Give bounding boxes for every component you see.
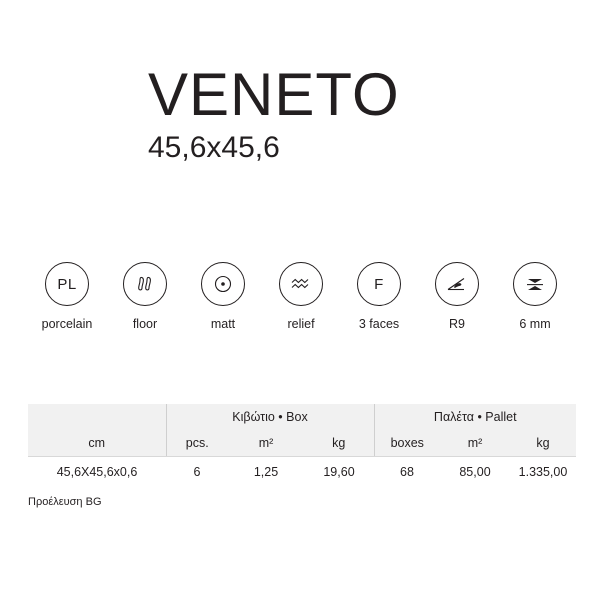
spec-table (28, 404, 576, 487)
header-box-m2: m² (228, 430, 304, 456)
cell-pallet-m2: 85,00 (440, 457, 510, 487)
cell-pallet-kg: 1.335,00 (510, 457, 576, 487)
wave-icon (279, 262, 323, 306)
header-cm: cm (28, 430, 166, 456)
spec-table-wrap (28, 404, 576, 508)
header-pallet-boxes: boxes (374, 430, 440, 456)
feature-thickness (496, 262, 574, 331)
cell-cm: 45,6X45,6x0,6 (28, 457, 166, 487)
porcelain-icon (45, 262, 89, 306)
group-header-box: Κιβώτιο • Box (166, 404, 374, 430)
feature-faces (340, 262, 418, 331)
page-title: VENETO (148, 61, 400, 128)
thickness-label: 6 mm (519, 317, 551, 331)
header-box-pcs: pcs. (166, 430, 228, 456)
feature-porcelain (28, 262, 106, 331)
cell-pallet-boxes: 68 (374, 457, 440, 487)
feature-icon-row (28, 262, 576, 331)
group-header-pallet: Παλέτα • Pallet (374, 404, 576, 430)
cell-box-pcs: 6 (166, 457, 228, 487)
floor-icon (123, 262, 167, 306)
thickness-arrows-icon (513, 262, 557, 306)
feature-relief (262, 262, 340, 331)
header-box-kg: kg (304, 430, 374, 456)
header-pallet-m2: m² (440, 430, 510, 456)
shoe-slope-icon (435, 262, 479, 306)
cell-box-m2: 1,25 (228, 457, 304, 487)
porcelain-label: porcelain (41, 317, 93, 331)
table-sub-header-row (28, 430, 576, 456)
feature-floor (106, 262, 184, 331)
title-block (148, 61, 568, 164)
faces-icon-text: F (374, 275, 384, 293)
table-group-header-row (28, 404, 576, 430)
porcelain-icon-text: PL (57, 275, 77, 293)
relief-label: relief (287, 317, 315, 331)
feature-slip-resistance (418, 262, 496, 331)
faces-icon (357, 262, 401, 306)
group-header-cm-spacer (28, 404, 166, 430)
cell-box-kg: 19,60 (304, 457, 374, 487)
floor-label: floor (132, 317, 158, 331)
header-pallet-kg: kg (510, 430, 576, 456)
product-size: 45,6x45,6 (148, 131, 280, 164)
slip-resistance-label: R9 (449, 317, 465, 331)
table-row (28, 457, 576, 487)
faces-label: 3 faces (358, 317, 400, 331)
circle-dot-icon (201, 262, 245, 306)
feature-matt (184, 262, 262, 331)
matt-label: matt (210, 317, 236, 331)
origin-note: Προέλευση BG (28, 496, 102, 508)
